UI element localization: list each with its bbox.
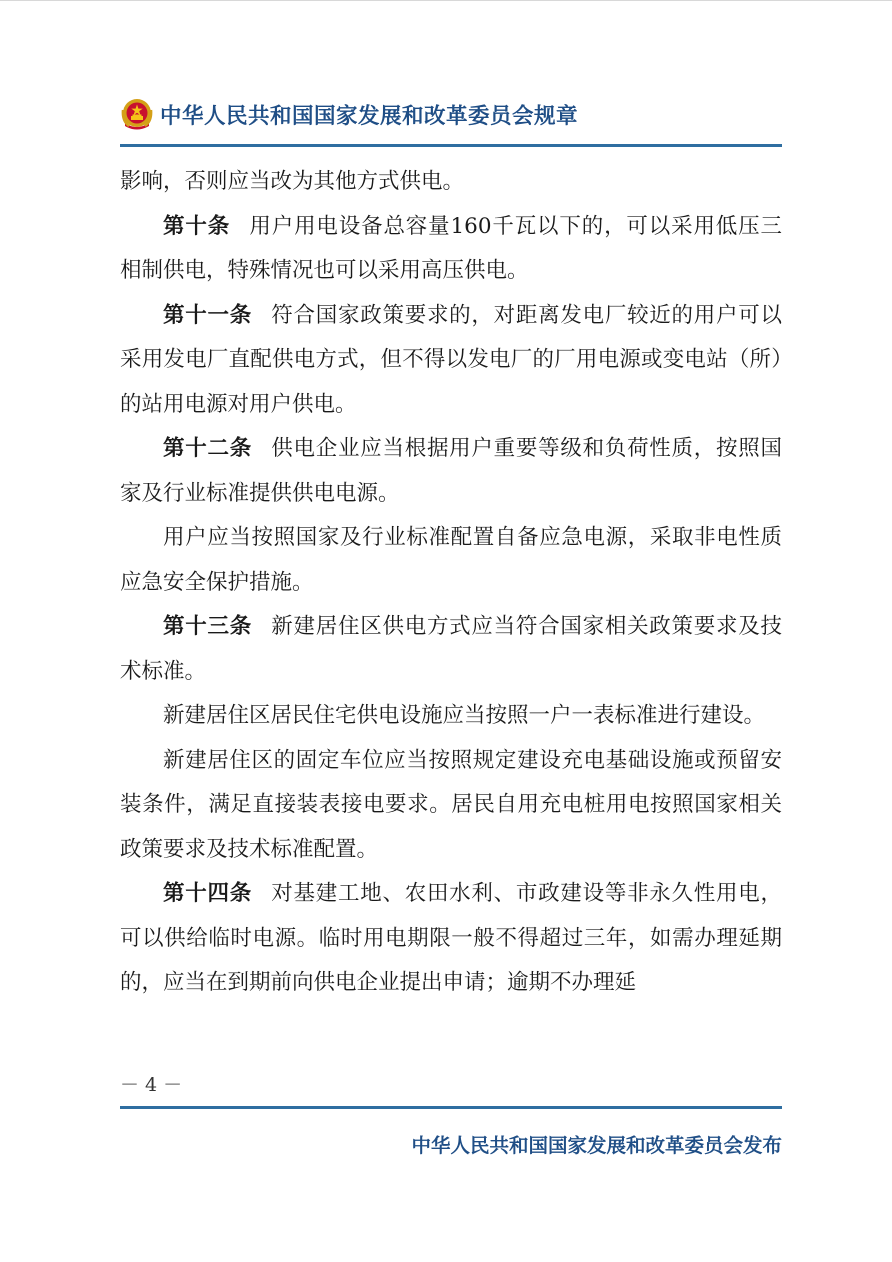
header-rule xyxy=(120,144,782,147)
document-header xyxy=(120,97,782,137)
header-title: 中华人民共和国国家发展和改革委员会规章 xyxy=(160,104,579,129)
paragraph xyxy=(120,205,782,294)
paragraph-text: 新建居住区的固定车位应当按照规定建设充电基础设施或预留安装条件，满足直接装表接电要求。居民自用充电桩用电按照国家相关政策要求及技术标准配置。 xyxy=(120,747,782,862)
paragraph-text: 对基建工地、农田水利、市政建设等非永久性用电，可以供给临时电源。临时用电期限一般不得超过三年，如需办理延期的，应当在到期前向供电企业提出申请；逾期不办理延 xyxy=(120,881,782,995)
paragraph xyxy=(120,516,782,605)
paragraph xyxy=(120,427,782,516)
paragraph-text: 供电企业应当根据用户重要等级和负荷性质，按照国家及行业标准提供供电电源。 xyxy=(120,436,782,506)
article-number: 第十三条 xyxy=(163,614,252,639)
paragraph xyxy=(120,872,782,1006)
paragraph xyxy=(120,605,782,694)
paragraph-text: 符合国家政策要求的，对距离发电厂较近的用户可以采用发电厂直配供电方式，但不得以发电厂的厂用电源或变电站（所）的站用电源对用户供电。 xyxy=(120,302,782,417)
national-emblem-icon xyxy=(120,97,154,131)
paragraph-text: 用户应当按照国家及行业标准配置自备应急电源，采取非电性质应急安全保护措施。 xyxy=(120,525,782,595)
paragraph xyxy=(120,694,782,739)
page-number: － 4 － xyxy=(120,1074,183,1096)
paragraph xyxy=(120,160,782,205)
article-number: 第十二条 xyxy=(163,436,252,461)
paragraph-text: 用户用电设备总容量160千瓦以下的，可以采用低压三相制供电，特殊情况也可以采用高压供电。 xyxy=(120,213,782,283)
paragraph xyxy=(120,294,782,428)
paragraph-text: 影响，否则应当改为其他方式供电。 xyxy=(120,169,465,194)
footer-publisher: 中华人民共和国国家发展和改革委员会发布 xyxy=(411,1134,782,1157)
document-body xyxy=(120,160,782,1006)
page-top-edge xyxy=(0,0,892,2)
article-number: 第十一条 xyxy=(163,302,252,328)
footer-rule xyxy=(120,1106,782,1109)
paragraph xyxy=(120,739,782,873)
article-number: 第十四条 xyxy=(163,881,252,906)
paragraph-text: 新建居住区供电方式应当符合国家相关政策要求及技术标准。 xyxy=(120,614,782,684)
paragraph-text: 新建居住区居民住宅供电设施应当按照一户一表标准进行建设。 xyxy=(163,703,766,728)
article-number: 第十条 xyxy=(163,213,231,239)
